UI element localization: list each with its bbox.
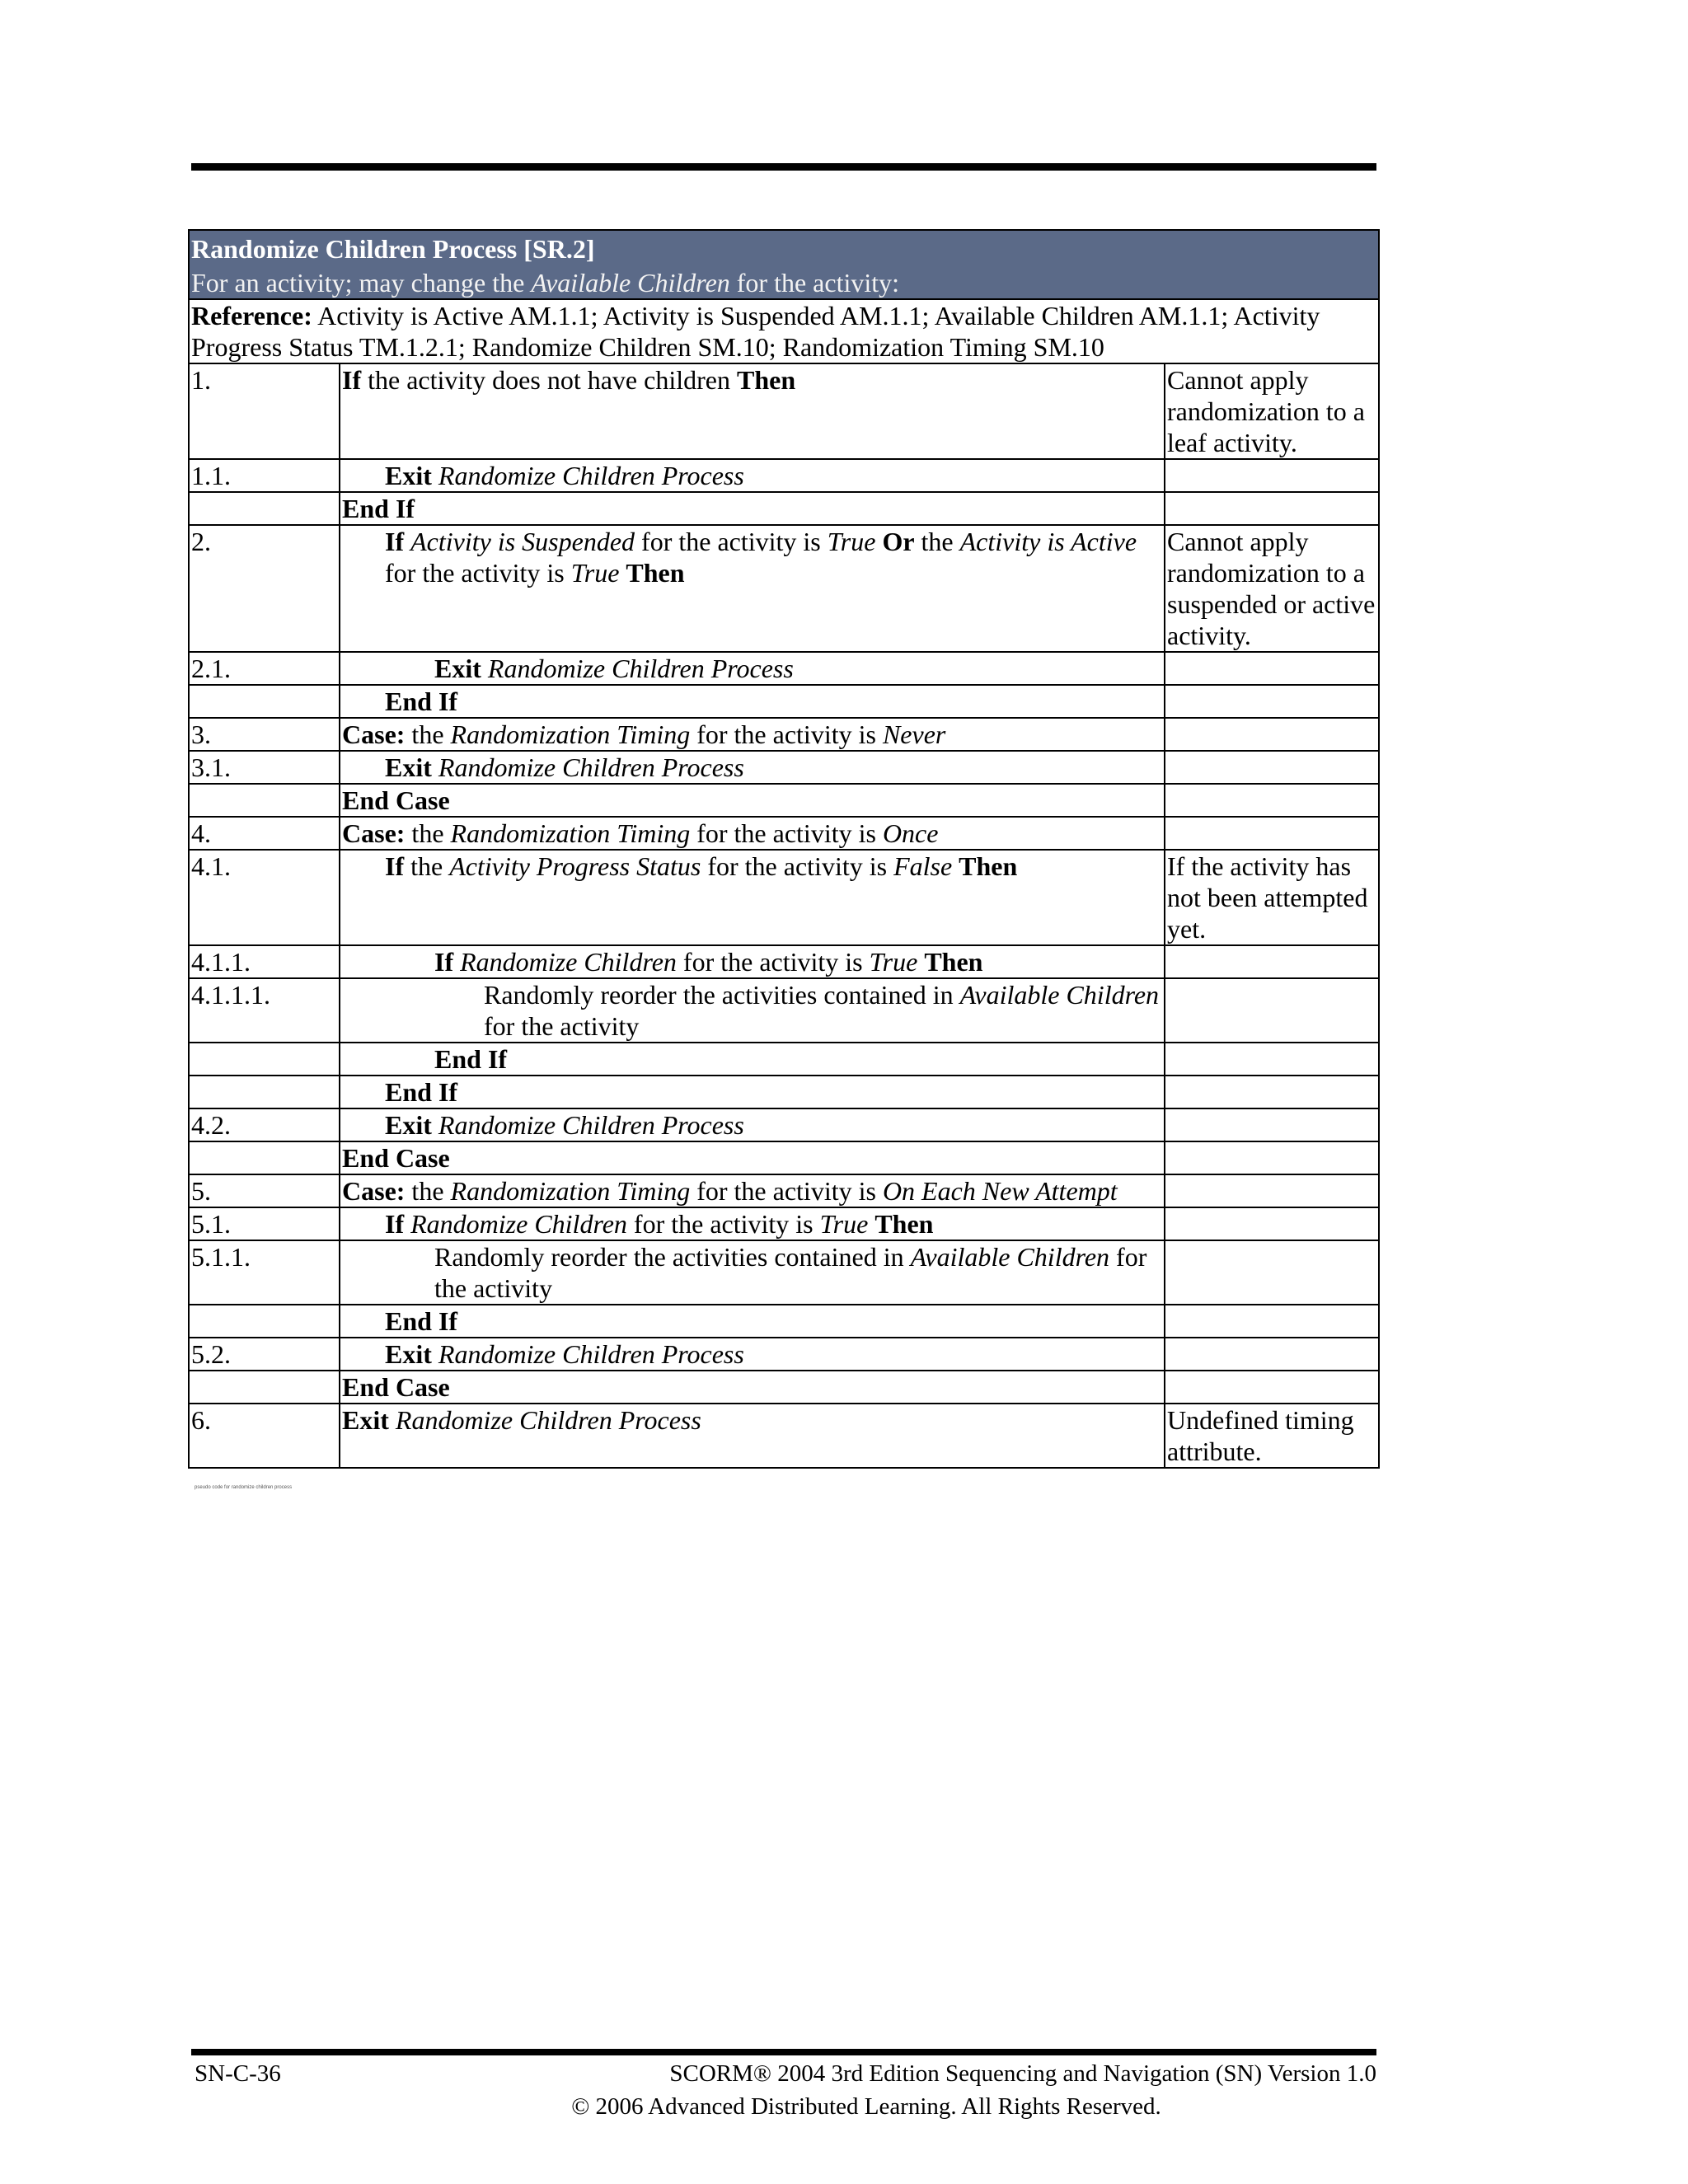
- code-fragment: Exit: [385, 752, 432, 782]
- step-code-text: [342, 1404, 1162, 1436]
- step-code-text: [342, 1175, 1162, 1207]
- step-code: [340, 751, 1165, 784]
- code-fragment: Then: [736, 365, 796, 395]
- step-number: [189, 685, 340, 718]
- step-code-text: [342, 785, 1162, 816]
- code-fragment: [404, 527, 410, 556]
- code-fragment: the: [405, 818, 451, 848]
- code-fragment: End If: [385, 687, 458, 716]
- code-fragment: End If: [434, 1044, 508, 1074]
- code-fragment: Once: [882, 818, 939, 848]
- step-number: [189, 492, 340, 525]
- step-note: [1165, 978, 1379, 1043]
- step-code-text: [342, 719, 1162, 750]
- step-code: [340, 459, 1165, 492]
- code-fragment: [453, 947, 460, 977]
- step-code-text: [342, 979, 1162, 1042]
- code-fragment: Randomly reorder the activities contained in: [484, 980, 960, 1010]
- step-code: [340, 685, 1165, 718]
- code-fragment: Randomization Timing: [450, 818, 691, 848]
- step-note: [1165, 751, 1379, 784]
- step-code: [340, 718, 1165, 751]
- step-code-text: [342, 946, 1162, 977]
- step-code-text: [342, 653, 1162, 684]
- step-code: [340, 1141, 1165, 1174]
- step-note: [1165, 784, 1379, 817]
- step-row: [189, 945, 1379, 978]
- code-fragment: If: [342, 365, 362, 395]
- code-fragment: Never: [882, 719, 946, 749]
- code-fragment: If: [385, 527, 405, 556]
- code-fragment: Randomize Children Process: [438, 752, 744, 782]
- top-rule: [191, 163, 1376, 171]
- code-fragment: for the activity is: [690, 719, 883, 749]
- code-fragment: for the activity: [434, 1242, 1147, 1303]
- step-code-text: [342, 493, 1162, 524]
- step-code-text: [342, 752, 1162, 783]
- step-row: [189, 850, 1379, 945]
- step-code-text: [342, 1338, 1162, 1370]
- code-fragment: the: [914, 527, 960, 556]
- code-fragment: Then: [959, 851, 1018, 881]
- step-row: [189, 751, 1379, 784]
- code-fragment: for the activity is: [690, 1176, 883, 1206]
- step-number: 5.1.: [189, 1207, 340, 1240]
- step-note: If the activity has not been attempted yet.: [1165, 850, 1379, 945]
- code-fragment: Available Children: [959, 980, 1160, 1010]
- code-fragment: [404, 1209, 410, 1239]
- subtitle-emphasis: Available Children: [531, 268, 730, 298]
- step-code: [340, 1076, 1165, 1108]
- code-fragment: for the activity is: [635, 527, 828, 556]
- code-fragment: Activity Progress Status: [449, 851, 701, 881]
- code-fragment: Activity is Active: [959, 527, 1137, 556]
- code-fragment: Randomly reorder the activities contained in: [434, 1242, 911, 1272]
- step-number: [189, 1141, 340, 1174]
- code-fragment: for the activity: [484, 1011, 640, 1041]
- code-fragment: End If: [342, 494, 415, 523]
- step-row: [189, 1108, 1379, 1141]
- step-code-text: [342, 526, 1162, 588]
- code-fragment: [952, 851, 959, 881]
- step-number: [189, 1371, 340, 1404]
- step-note: [1165, 1207, 1379, 1240]
- step-code-text: [342, 1109, 1162, 1141]
- code-fragment: Then: [874, 1209, 934, 1239]
- code-fragment: Exit: [385, 461, 432, 490]
- code-fragment: Randomize Children Process: [438, 461, 744, 490]
- subtitle-text-end: for the activity:: [729, 268, 900, 298]
- code-fragment: Then: [924, 947, 983, 977]
- step-code-text: [342, 818, 1162, 849]
- step-row: [189, 363, 1379, 459]
- code-fragment: If: [385, 1209, 405, 1239]
- step-code-text: [342, 851, 1162, 882]
- page-number: SN-C-36: [195, 2060, 281, 2087]
- step-note: [1165, 817, 1379, 850]
- step-row: [189, 1076, 1379, 1108]
- step-note: [1165, 492, 1379, 525]
- code-fragment: the: [404, 851, 450, 881]
- step-code: [340, 945, 1165, 978]
- code-fragment: True: [570, 558, 620, 588]
- step-row: [189, 817, 1379, 850]
- step-number: 4.1.: [189, 850, 340, 945]
- step-number: 2.: [189, 525, 340, 652]
- step-row: [189, 459, 1379, 492]
- code-fragment: Case:: [342, 719, 406, 749]
- header-row: [189, 230, 1379, 299]
- step-row: [189, 1141, 1379, 1174]
- code-fragment: Or: [882, 527, 915, 556]
- code-fragment: for the activity is: [701, 851, 894, 881]
- code-fragment: End Case: [342, 1372, 450, 1402]
- bottom-rule: [191, 2049, 1376, 2055]
- step-code: [340, 363, 1165, 459]
- step-code: [340, 1371, 1165, 1404]
- code-fragment: Exit: [385, 1110, 432, 1140]
- step-row: [189, 1207, 1379, 1240]
- step-code-text: [342, 1305, 1162, 1337]
- code-fragment: True: [869, 947, 918, 977]
- step-row: [189, 718, 1379, 751]
- step-row: [189, 784, 1379, 817]
- step-row: [189, 1043, 1379, 1076]
- step-note: [1165, 1174, 1379, 1207]
- code-fragment: [389, 1405, 396, 1435]
- code-fragment: Then: [626, 558, 685, 588]
- step-number: 3.1.: [189, 751, 340, 784]
- code-fragment: Exit: [434, 654, 481, 683]
- step-note: [1165, 652, 1379, 685]
- step-row: [189, 1240, 1379, 1305]
- code-fragment: [432, 1339, 438, 1369]
- step-code-text: [342, 1076, 1162, 1108]
- step-row: [189, 1371, 1379, 1404]
- code-fragment: End If: [385, 1077, 458, 1107]
- reference-label: Reference:: [191, 301, 312, 330]
- code-fragment: the activity does not have children: [361, 365, 737, 395]
- step-number: 1.1.: [189, 459, 340, 492]
- step-row: [189, 492, 1379, 525]
- code-fragment: Exit: [342, 1405, 389, 1435]
- step-note: [1165, 945, 1379, 978]
- step-note: [1165, 1338, 1379, 1371]
- code-fragment: [432, 461, 438, 490]
- code-fragment: Case:: [342, 818, 406, 848]
- code-fragment: Randomize Children Process: [395, 1405, 701, 1435]
- code-fragment: [432, 752, 438, 782]
- step-code: [340, 817, 1165, 850]
- pseudocode-table: [188, 229, 1380, 1469]
- code-fragment: Randomization Timing: [450, 719, 691, 749]
- table-caption: pseudo code for randomize children process: [195, 1485, 293, 1490]
- step-note: [1165, 1305, 1379, 1338]
- step-note: [1165, 1371, 1379, 1404]
- step-number: 5.1.1.: [189, 1240, 340, 1305]
- step-number: 5.: [189, 1174, 340, 1207]
- code-fragment: Randomize Children Process: [438, 1339, 744, 1369]
- code-fragment: for the activity is: [690, 818, 883, 848]
- step-number: 3.: [189, 718, 340, 751]
- reference-row: [189, 299, 1379, 363]
- step-number: 1.: [189, 363, 340, 459]
- step-number: [189, 1305, 340, 1338]
- step-code: [340, 1338, 1165, 1371]
- step-number: 2.1.: [189, 652, 340, 685]
- pseudocode-body: [189, 230, 1379, 1468]
- step-note: Cannot apply randomization to a leaf activity.: [1165, 363, 1379, 459]
- step-number: 5.2.: [189, 1338, 340, 1371]
- step-code: [340, 1207, 1165, 1240]
- header-cell: [189, 230, 1379, 299]
- step-code: [340, 525, 1165, 652]
- step-row: [189, 1305, 1379, 1338]
- step-note: [1165, 1108, 1379, 1141]
- code-fragment: If: [385, 851, 405, 881]
- code-fragment: If: [434, 947, 454, 977]
- reference-cell: [189, 299, 1379, 363]
- step-code: [340, 1108, 1165, 1141]
- step-number: 6.: [189, 1404, 340, 1468]
- code-fragment: True: [819, 1209, 869, 1239]
- step-number: 4.2.: [189, 1108, 340, 1141]
- step-code-text: [342, 1371, 1162, 1403]
- step-code: [340, 1043, 1165, 1076]
- reference-text: Activity is Active AM.1.1; Activity is Suspended AM.1.1; Available Children AM.1.1; Activity Progress Status TM.1.2.1; Randomize Children SM.10; Randomization Timing SM.10: [191, 301, 1320, 362]
- step-note: [1165, 1141, 1379, 1174]
- step-code-text: [342, 1142, 1162, 1174]
- step-code-text: [342, 460, 1162, 491]
- step-code: [340, 1174, 1165, 1207]
- step-row: [189, 1338, 1379, 1371]
- step-number: [189, 1076, 340, 1108]
- code-fragment: Case:: [342, 1176, 406, 1206]
- step-code-text: [342, 1241, 1162, 1304]
- step-code: [340, 978, 1165, 1043]
- step-code: [340, 492, 1165, 525]
- step-note: [1165, 1043, 1379, 1076]
- code-fragment: Available Children: [910, 1242, 1110, 1272]
- code-fragment: [432, 1110, 438, 1140]
- code-fragment: Exit: [385, 1339, 432, 1369]
- step-row: [189, 685, 1379, 718]
- step-note: [1165, 718, 1379, 751]
- step-code: [340, 652, 1165, 685]
- code-fragment: End Case: [342, 785, 450, 815]
- step-note: [1165, 1076, 1379, 1108]
- code-fragment: [481, 654, 488, 683]
- process-subtitle: [191, 267, 1376, 298]
- step-note: Cannot apply randomization to a suspended or active activity.: [1165, 525, 1379, 652]
- code-fragment: Randomize Children Process: [487, 654, 794, 683]
- step-note: [1165, 1240, 1379, 1305]
- step-note: [1165, 685, 1379, 718]
- document-title: SCORM® 2004 3rd Edition Sequencing and Navigation (SN) Version 1.0: [669, 2060, 1376, 2087]
- step-number: 4.: [189, 817, 340, 850]
- step-number: [189, 784, 340, 817]
- step-code: [340, 1305, 1165, 1338]
- step-row: [189, 1174, 1379, 1207]
- code-fragment: End If: [385, 1306, 458, 1336]
- code-fragment: False: [893, 851, 953, 881]
- code-fragment: End Case: [342, 1143, 450, 1173]
- step-row: [189, 1404, 1379, 1468]
- code-fragment: for the activity is: [626, 1209, 820, 1239]
- process-title: Randomize Children Process [SR.2]: [191, 234, 595, 264]
- step-code: [340, 784, 1165, 817]
- step-note: Undefined timing attribute.: [1165, 1404, 1379, 1468]
- step-row: [189, 652, 1379, 685]
- code-fragment: Randomize Children Process: [438, 1110, 744, 1140]
- step-row: [189, 978, 1379, 1043]
- step-note: [1165, 459, 1379, 492]
- step-code: [340, 1240, 1165, 1305]
- code-fragment: Randomize Children: [410, 1209, 627, 1239]
- code-fragment: the: [405, 719, 451, 749]
- code-fragment: Randomization Timing: [450, 1176, 691, 1206]
- code-fragment: for the activity is: [385, 558, 571, 588]
- code-fragment: True: [827, 527, 876, 556]
- step-code-text: [342, 1208, 1162, 1240]
- step-code-text: [342, 1043, 1162, 1075]
- code-fragment: Randomize Children: [460, 947, 677, 977]
- code-fragment: for the activity is: [676, 947, 870, 977]
- step-number: [189, 1043, 340, 1076]
- code-fragment: the: [405, 1176, 451, 1206]
- copyright: © 2006 Advanced Distributed Learning. All Rights Reserved.: [571, 2093, 1161, 2120]
- step-code: [340, 850, 1165, 945]
- subtitle-text: For an activity; may change the: [191, 268, 532, 298]
- step-number: 4.1.1.1.: [189, 978, 340, 1043]
- step-code-text: [342, 364, 1162, 396]
- code-fragment: On Each New Attempt: [882, 1176, 1118, 1206]
- step-code: [340, 1404, 1165, 1468]
- step-code-text: [342, 686, 1162, 717]
- code-fragment: Activity is Suspended: [410, 527, 635, 556]
- step-number: 4.1.1.: [189, 945, 340, 978]
- step-row: [189, 525, 1379, 652]
